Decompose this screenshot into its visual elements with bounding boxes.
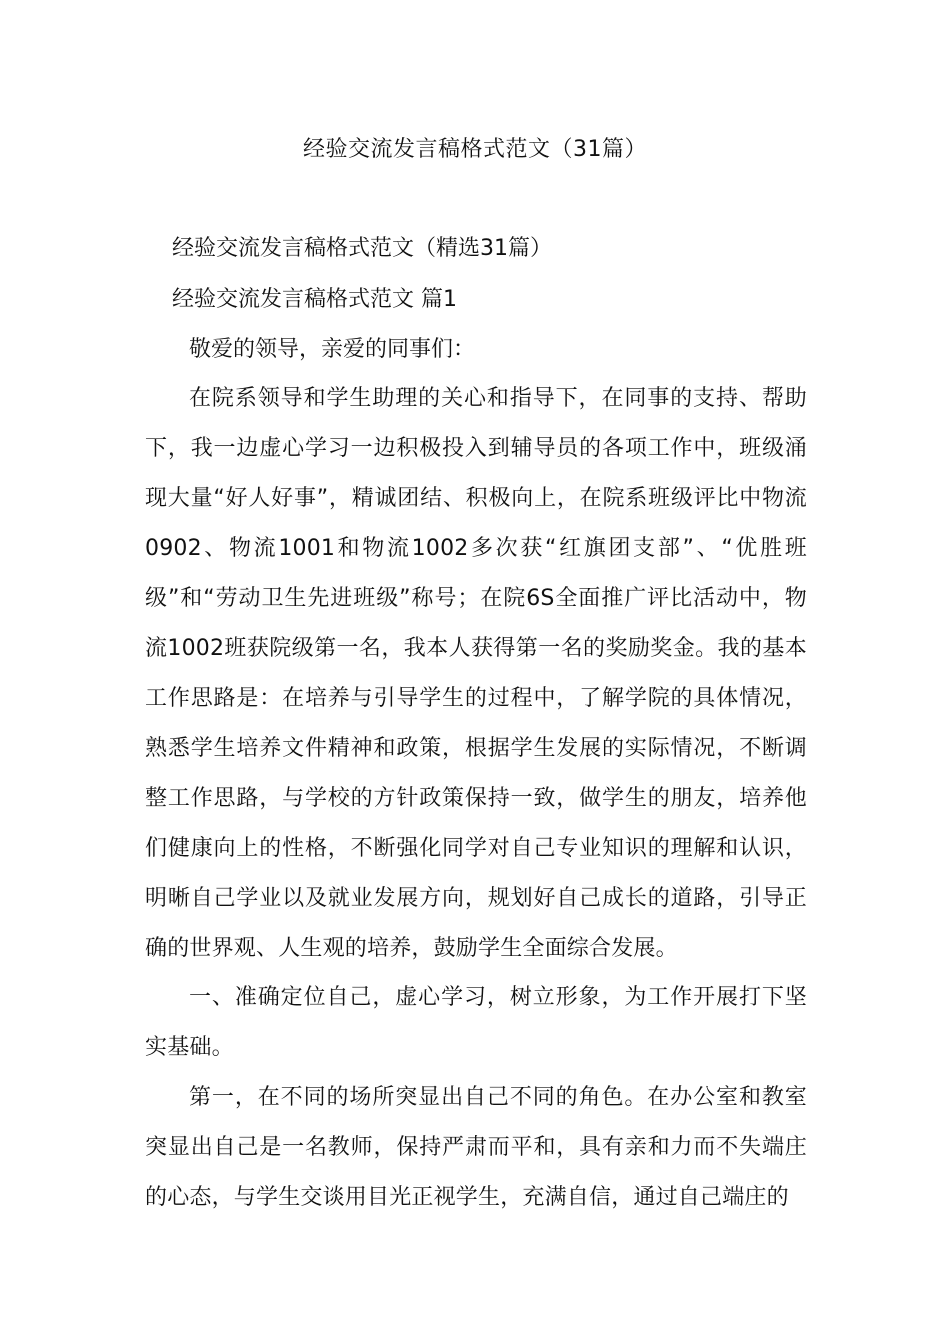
paragraph-1: 在院系领导和学生助理的关心和指导下，在同事的支持、帮助下，我一边虚心学习一边积极投入到辅导员的各项工作中，班级涌现大量“好人好事”，精诚团结、积极向上，在院系班级评比中物流0902、物流1001和物流1002多次获“红旗团支部”、“优胜班级”和“劳动卫生先进班级”称号；在院6S全面推广评比活动中，物流1002班获院级第一名，我本人获得第一名的奖励奖金。我的基本工作思路是：在培养与引导学生的过程中，了解学院的具体情况，熟悉学生培养文件精神和政策，根据学生发展的实际情况，不断调整工作思路，与学校的方针政策保持一致，做学生的朋友，培养他们健康向上的性格，不断强化同学对自己专业知识的理解和认识，明晰自己学业以及就业发展方向，规划好自己成长的道路，引导正确的世界观、人生观的培养，鼓励学生全面综合发展。 [145,386,807,961]
document-subtitle: 经验交流发言稿格式范文（精选31篇） [172,236,552,261]
salutation: 敬爱的领导，亲爱的同事们： [189,337,476,362]
paragraph-3: 第一，在不同的场所突显出自己不同的角色。在办公室和教室突显出自己是一名教师，保持严肃而平和，具有亲和力而不失端庄的心态，与学生交谈用目光正视学生，充满自信，通过自己端庄的 [145,1085,807,1210]
section-heading: 经验交流发言稿格式范文 篇1 [172,287,457,312]
paragraph-2: 一、准确定位自己，虚心学习，树立形象，为工作开展打下坚实基础。 [145,985,807,1060]
document-title: 经验交流发言稿格式范文（31篇） [303,137,647,162]
